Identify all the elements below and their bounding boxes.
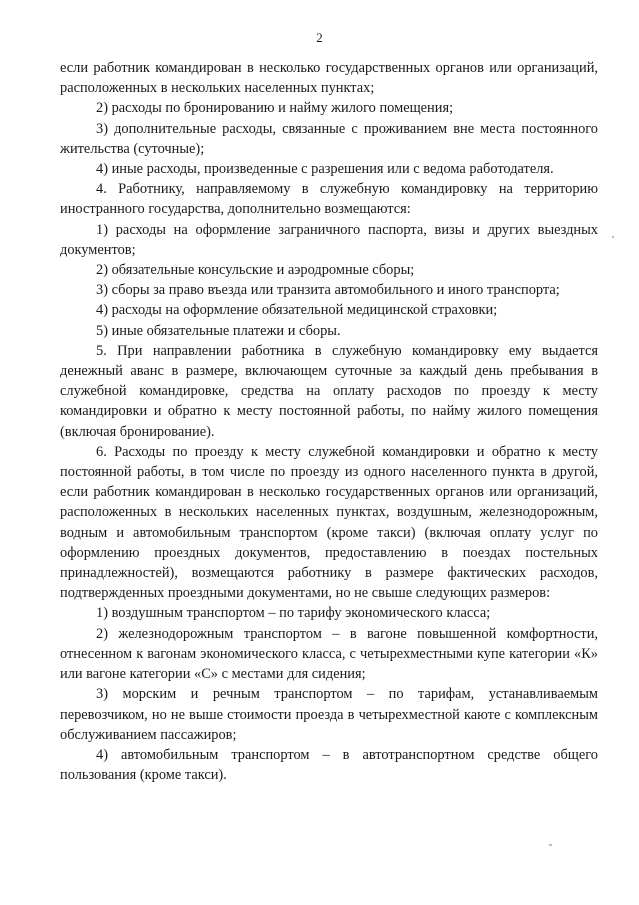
- paragraph: 2) обязательные консульские и аэродромные сборы;: [96, 262, 415, 279]
- paragraph: 4) расходы на оформление обязательной медицинской страховки;: [96, 302, 498, 319]
- paragraph: 5. При направлении работника в служебную командировку ему выдается денежный аванс в размере, включающем суточные за каждый день пребывания в служебной командировке, средства на оплату расходов по проезду к месту командировки и обратно к месту постоянной работы, по найму жилого помещения (включая бронирование).: [60, 342, 598, 440]
- paragraph: 4) автомобильным транспортом – в автотранспортном средстве общего пользования (кроме такси).: [60, 746, 598, 784]
- paragraph: 2) расходы по бронированию и найму жилого помещения;: [96, 100, 454, 117]
- paragraph: 3) сборы за право въезда или транзита автомобильного и иного транспорта;: [96, 282, 560, 299]
- paragraph: 6. Расходы по проезду к месту служебной командировки и обратно к месту постоянной работы, в том числе по проезду из одного населенного пункта в другой, если работник командирован в несколько государственных органов или организаций, расположенных в нескольких населенных пунктах, воздушным, железнодорожным, водным и автомобильным транспортом (кроме такси) (включая оплату услуг по оформлению проездных документов, предоставлению в поездах постельных принадлежностей), возмещаются работнику в размере фактических расходов, подтвержденных проездными документами, но не свыше следующих размеров:: [60, 443, 598, 602]
- paragraph: 5) иные обязательные платежи и сборы.: [96, 322, 341, 339]
- document-body: [60, 58, 598, 785]
- paragraph: 3) морским и речным транспортом – по тарифам, устанавливаемым перевозчиком, но не выше стоимости проезда в четырехместной каюте с комплексным обслуживанием пассажиров;: [60, 686, 598, 743]
- scan-speck: [612, 236, 614, 238]
- paragraph: 1) расходы на оформление заграничного паспорта, визы и других выездных документов;: [60, 221, 598, 258]
- paragraph: 3) дополнительные расходы, связанные с проживанием вне места постоянного жительства (суточные);: [60, 120, 598, 157]
- paragraph: 4. Работнику, направляемому в служебную командировку на территорию иностранного государства, дополнительно возмещаются:: [60, 181, 598, 218]
- paragraph: 4) иные расходы, произведенные с разрешения или с ведома работодателя.: [96, 161, 554, 178]
- paragraph: 2) железнодорожным транспортом – в вагоне повышенной комфортности, отнесенном к вагонам экономического класса, с четырехместными купе категории «К» или вагоне категории «С» с местами для сидения;: [60, 625, 598, 683]
- scan-speck: [549, 844, 552, 846]
- paragraph: 1) воздушным транспортом – по тарифу экономического класса;: [96, 605, 491, 622]
- paragraph: если работник командирован в несколько государственных органов или организаций, расположенных в нескольких населенных пунктах;: [60, 60, 598, 97]
- page-number: 2: [316, 30, 323, 45]
